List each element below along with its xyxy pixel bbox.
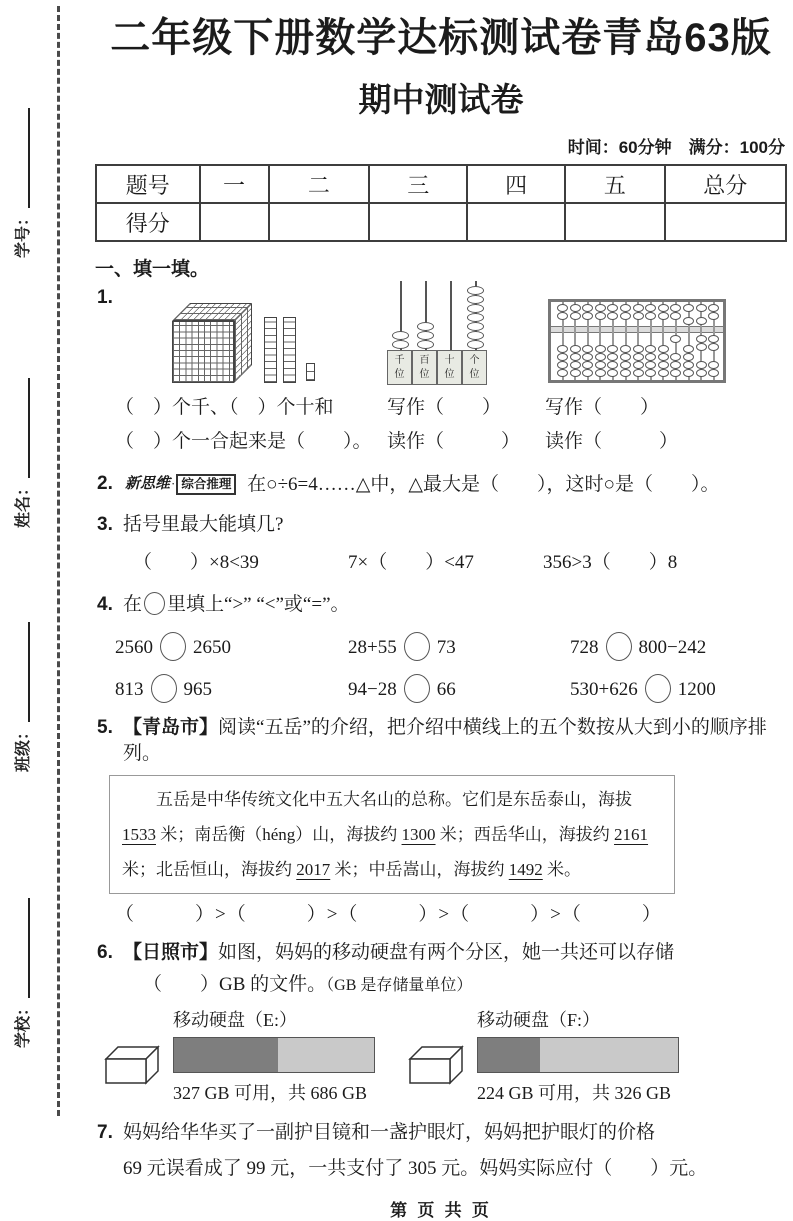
question-5-number: 5.: [97, 717, 113, 738]
question-1-line-1: [115, 395, 787, 421]
class-field: [9, 622, 33, 772]
badge-dot: ·: [171, 476, 176, 491]
underlined-elevation: 1300: [401, 825, 436, 844]
underlined-elevation: 2017: [296, 860, 331, 879]
score-cell: [665, 203, 786, 241]
disk-f-title: 移动硬盘（F:）: [477, 1010, 601, 1030]
score-cell: [467, 203, 565, 241]
question-4-items: [115, 632, 787, 703]
student-id-field: [9, 108, 33, 258]
compare-right: 800−242: [638, 637, 707, 658]
compare-right: 2650: [193, 637, 231, 658]
base-ten-blocks-figure: [170, 297, 320, 391]
class-blank-line: [28, 622, 30, 722]
question-4: [95, 592, 787, 703]
score-col-2: 二: [269, 165, 370, 203]
score-col-3: 三: [369, 165, 467, 203]
place-value-label: 千 位: [387, 350, 412, 385]
drive-box-icon: [103, 1043, 161, 1087]
question-6: [95, 940, 787, 1106]
disk-figures: [103, 1007, 787, 1106]
q3-item: 7×（ ）<47: [348, 552, 474, 573]
student-name-field: [9, 378, 33, 528]
compare-right: 965: [183, 679, 212, 700]
comparison-item: [570, 674, 787, 703]
student-name-blank-line: [28, 378, 30, 478]
question-6-text-2: [95, 972, 787, 999]
question-5: [95, 715, 787, 928]
answer-circle: [606, 632, 632, 661]
score-cell: [565, 203, 664, 241]
school-label: 学校：: [15, 999, 32, 1048]
q1-abacus-write-blank: 写作（ ）: [545, 397, 660, 418]
question-3-prompt: 括号里最大能填几?: [123, 514, 284, 535]
place-value-label: 十 位: [437, 350, 462, 385]
counting-rack: [388, 281, 490, 385]
city-tag-qingdao: 【青岛市】: [123, 717, 219, 738]
comparison-item: [115, 674, 348, 703]
disk-f: [407, 1007, 679, 1106]
class-label: 班级：: [15, 723, 32, 772]
place-value-label: 百 位: [412, 350, 437, 385]
score-table-score-row: [96, 203, 786, 241]
student-id-blank-line: [28, 108, 30, 208]
city-tag-rizhao: 【日照市】: [123, 942, 219, 963]
compare-left: 28+55: [348, 637, 397, 658]
page-subtitle: 期中测试卷: [358, 81, 524, 118]
q4-prompt-pre: 在: [123, 594, 143, 615]
score-col-4: 四: [467, 165, 565, 203]
question-3: [95, 512, 787, 576]
compare-left: 2560: [115, 637, 153, 658]
disk-f-usage-bar: [477, 1037, 679, 1073]
q1-thousands-tens-text: （ ）个千、（ ）个十和: [115, 397, 334, 418]
five-mountains-text: 五岳是中华传统文化中五大名山的总称。它们是东岳泰山，海拔1533 米；南岳衡（héng）山，海拔约 1300 米；西岳华山，海拔约 2161 米；北岳恒山，海拔约 2017 米；中岳嵩山，海拔约 1492 米。: [109, 775, 675, 894]
q5-prompt-text: 阅读“五岳”的介绍，把介绍中横线上的五个数按从大到小的顺序排列。: [123, 717, 767, 764]
question-2: [95, 471, 787, 498]
score-table-header-row: [96, 165, 786, 203]
school-field: [9, 898, 33, 1048]
score-cell: [200, 203, 269, 241]
answer-circle: [645, 674, 671, 703]
compare-left: 813: [115, 679, 144, 700]
disk-e-used-segment: [174, 1038, 278, 1072]
q1-ones-total-text: （ ）个一合起来是（ ）。: [115, 431, 372, 452]
underlined-elevation: 1533: [122, 825, 156, 844]
student-name-label: 姓名：: [15, 479, 32, 528]
q1-rack-write-blank: 写作（ ）: [387, 397, 502, 418]
score-col-5: 五: [565, 165, 664, 203]
rack-column: [438, 281, 463, 385]
disk-e-usage-bar: [173, 1037, 375, 1073]
compare-left: 728: [570, 637, 599, 658]
q6-statement: 如图，妈妈的移动硬盘有两个分区，她一共还可以存储: [218, 942, 675, 963]
disk-e: [103, 1007, 375, 1106]
answer-circle: [160, 632, 186, 661]
thousand-cube-front-face: [172, 321, 234, 383]
disk-f-used-segment: [478, 1038, 540, 1072]
new-thinking-badge: [125, 471, 236, 497]
question-3-items: [133, 550, 787, 576]
exam-meta: 时间：60分钟 满分：100分: [567, 138, 785, 157]
answer-circle: [404, 674, 430, 703]
student-id-label: 学号：: [15, 209, 32, 258]
comparison-item: [115, 632, 348, 661]
compare-left: 94−28: [348, 679, 397, 700]
comparison-item: [348, 674, 570, 703]
question-6-number: 6.: [97, 942, 113, 963]
underlined-elevation: 2161: [614, 825, 649, 844]
question-3-number: 3.: [97, 514, 113, 535]
rack-column: [388, 281, 413, 385]
question-1-number: 1.: [97, 287, 113, 308]
q6-unit-note: （GB 是存储量单位）: [326, 977, 473, 994]
comparison-item: [570, 632, 787, 661]
question-1-line-2: [115, 429, 787, 455]
q3-item: 356>3（ ）8: [543, 552, 678, 573]
question-7-line-1: 妈妈给华华买了一副护目镜和一盏护眼灯，妈妈把护眼灯的价格: [123, 1122, 656, 1143]
score-table: [95, 164, 787, 242]
compare-left: 530+626: [570, 679, 638, 700]
q3-item: （ ）×8<39: [133, 552, 259, 573]
disk-f-info: [477, 1007, 679, 1106]
abacus: [548, 299, 726, 383]
question-7: [95, 1120, 787, 1182]
question-1-figures: [170, 285, 787, 391]
compare-right: 1200: [677, 679, 716, 700]
question-7-line-2: 69 元误看成了 99 元，一共支付了 305 元。妈妈实际应付（ ）元。: [123, 1158, 708, 1179]
answer-circle: [151, 674, 177, 703]
school-blank-line: [28, 898, 30, 998]
score-cell: [269, 203, 370, 241]
dashed-cut-line: [57, 6, 60, 1116]
place-value-label: 个 位: [462, 350, 487, 385]
comparison-item: [348, 632, 570, 661]
score-cell: [369, 203, 467, 241]
disk-f-caption: 224 GB 可用，共 326 GB: [477, 1083, 672, 1103]
q4-prompt-post: 里填上“>” “<”或“=”。: [167, 594, 350, 615]
score-col-total: 总分: [665, 165, 786, 203]
rack-column: [463, 281, 488, 385]
compare-right: 73: [436, 637, 456, 658]
q5-ordering-blanks: （ ）>（ ）>（ ）>（ ）>（ ）: [115, 904, 662, 925]
badge-series-name: 新思维: [125, 475, 171, 492]
ten-rod: [283, 317, 296, 383]
badge-category: 综合推理: [176, 474, 236, 495]
page-footer: 第 页 共 页: [390, 1201, 492, 1220]
question-2-number: 2.: [97, 473, 113, 494]
q1-abacus-read-blank: 读作（ ）: [545, 431, 679, 452]
disk-e-info: [173, 1007, 375, 1106]
one-cubes: [306, 363, 315, 381]
q1-rack-read-blank: 读作（ ）: [387, 431, 521, 452]
question-2-text: [95, 471, 787, 498]
question-4-number: 4.: [97, 594, 113, 615]
answer-circle: [404, 632, 430, 661]
disk-e-caption: 327 GB 可用，共 686 GB: [173, 1083, 368, 1103]
question-6-text-1: [95, 940, 787, 966]
disk-e-title: 移动硬盘（E:）: [173, 1010, 297, 1030]
score-label: 得分: [96, 203, 200, 241]
underlined-elevation: 1492: [508, 860, 543, 879]
question-4-prompt: [95, 592, 787, 618]
q2-statement: 在○÷6=4……△中，△最大是（ ），这时○是（ ）。: [247, 474, 720, 495]
question-number-header: 题号: [96, 165, 200, 203]
drive-box-icon: [407, 1043, 465, 1087]
question-1: [95, 285, 787, 455]
question-5-prompt: [95, 715, 787, 767]
rack-column: [413, 281, 438, 385]
score-col-1: 一: [200, 165, 269, 203]
page-title: 二年级下册数学达标测试卷青岛63版: [110, 16, 772, 60]
question-7-number: 7.: [97, 1122, 113, 1143]
ten-rod: [264, 317, 277, 383]
comparison-circle-glyph: [144, 592, 165, 615]
section-one-heading: 一、填一填。: [95, 259, 210, 280]
compare-right: 66: [436, 679, 456, 700]
q6-blank-gb: （ ）GB 的文件。: [143, 974, 327, 995]
